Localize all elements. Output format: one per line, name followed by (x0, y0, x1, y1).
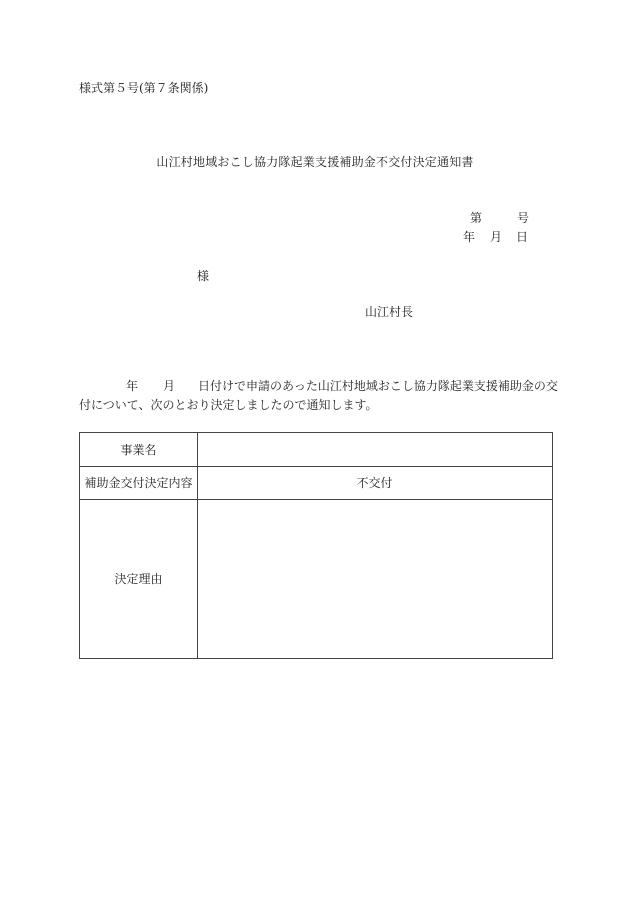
project-name-value (197, 433, 552, 466)
body-month-label: 月 (163, 379, 176, 393)
project-name-label: 事業名 (120, 443, 157, 457)
date-day-label: 日 (516, 230, 529, 244)
form-number: 様式第５号(第７条関係) (79, 81, 209, 95)
doc-number-suffix: 号 (517, 211, 530, 225)
date-month-label: 月 (490, 230, 503, 244)
decision-content-value: 不交付 (356, 476, 393, 490)
decision-content-label: 補助金交付決定内容 (84, 476, 193, 490)
doc-number-prefix: 第 (470, 211, 483, 225)
body-text-line-2: 付について、次のとおり決定しましたので通知します。 (79, 398, 378, 412)
decision-table (79, 432, 553, 659)
date-year-label: 年 (463, 230, 476, 244)
issuer-name: 山江村長 (365, 305, 414, 319)
decision-reason-label: 決定理由 (114, 572, 163, 586)
body-year-label: 年 (126, 379, 139, 393)
decision-reason-value (197, 499, 552, 658)
document-title: 山江村地域おこし協力隊起業支援補助金不交付決定通知書 (156, 155, 474, 169)
addressee-honorific: 様 (197, 269, 210, 283)
body-text-rest: 日付けで申請のあった山江村地域おこし協力隊起業支援補助金の交 (198, 379, 558, 393)
